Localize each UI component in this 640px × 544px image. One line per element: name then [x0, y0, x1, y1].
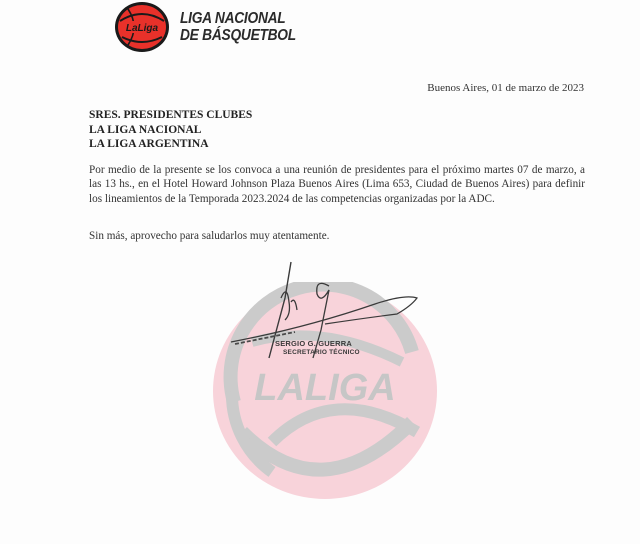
letterhead	[114, 0, 315, 54]
letter-closing: Sin más, aprovecho para saludarlos muy atentamente.	[89, 230, 330, 242]
addressee-block	[89, 108, 252, 152]
laliga-logo-icon	[114, 1, 170, 53]
org-name-line2: DE BÁSQUETBOL	[180, 27, 296, 44]
org-name	[180, 10, 296, 44]
svg-text:LaLiga: LaLiga	[125, 23, 159, 34]
svg-text:LALIGA: LALIGA	[254, 367, 396, 409]
addressee-line: LA LIGA NACIONAL	[89, 123, 202, 136]
org-name-line1: LIGA NACIONAL	[180, 10, 286, 27]
signature-stamp	[275, 340, 360, 357]
addressee-line: SRES. PRESIDENTES CLUBES	[89, 109, 253, 121]
letter-body: Por medio de la presente se los convoca a una reunión de presidentes para el próximo martes 07 de marzo, a las 13 hs., en el Hotel Howard Johnson Plaza Buenos Aires (Lima 653, Ciudad de Buenos Aires) para definir los lineamientos de la Temporada 2023.2024 de las competencias organizadas por la ADC.	[89, 164, 585, 205]
signatory-name: SERGIO G. GUERRA	[275, 339, 352, 348]
place-date: Buenos Aires, 01 de marzo de 2023	[427, 82, 584, 94]
addressee-line: LA LIGA ARGENTINA	[89, 138, 209, 150]
signatory-title: SECRETARIO TÉCNICO	[283, 348, 360, 356]
